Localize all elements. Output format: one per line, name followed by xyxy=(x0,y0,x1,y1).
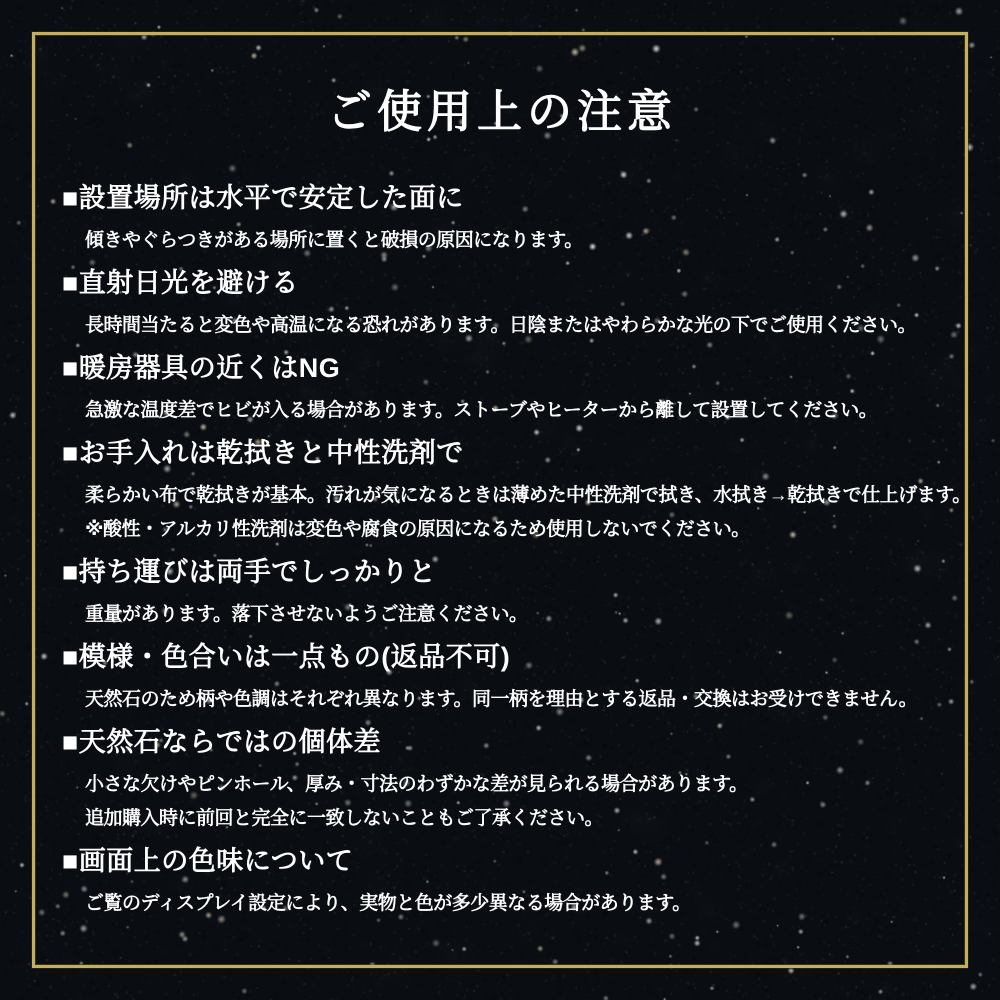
section-body-line: 急激な温度差でヒビが入る場合があります。ストーブやヒーターから離して設置してください。 xyxy=(85,400,878,421)
section-individual-differences xyxy=(62,725,942,836)
section-heading: ■設置場所は水平で安定した面に xyxy=(62,183,464,213)
section-body-line: 傾きやぐらつきがある場所に置くと破損の原因になります。 xyxy=(85,230,583,251)
section-cleaning xyxy=(62,436,971,547)
page-title: ご使用上の注意 xyxy=(326,86,677,137)
section-body-line: 柔らかい布で乾拭きが基本。汚れが気になるときは薄めた中性洗剤で拭き、水拭き→乾拭きで仕上げます。 xyxy=(85,485,971,506)
section-body-line: ※酸性・アルカリ性洗剤は変色や腐食の原因になるため使用しないでください。 xyxy=(85,519,750,540)
section-heading: ■天然石ならではの個体差 xyxy=(62,727,382,757)
section-body-line: 追加購入時に前回と完全に一致しないこともご了承ください。 xyxy=(85,808,604,829)
section-body-line: 重量があります。落下させないようご注意ください。 xyxy=(85,604,528,625)
section-display-color xyxy=(62,844,942,921)
section-body-line: 長時間当たると変色や高温になる恐れがあります。日陰またはやわらかな光の下でご使用ください。 xyxy=(85,315,916,336)
section-heating-appliances xyxy=(62,351,942,428)
section-body-line: 天然石のため柄や色調はそれぞれ異なります。同一柄を理由とする返品・交換はお受けできません。 xyxy=(85,689,918,710)
section-body-line: 小さな欠けやピンホール、厚み・寸法のわずかな差が見られる場合があります。 xyxy=(85,774,748,795)
section-heading: ■画面上の色味について xyxy=(62,846,354,876)
section-one-of-a-kind xyxy=(62,640,942,717)
section-body-line: ご覧のディスプレイ設定により、実物と色が多少異なる場合があります。 xyxy=(85,893,691,914)
section-heading: ■暖房器具の近くはNG xyxy=(62,353,341,383)
section-placement xyxy=(62,181,942,258)
section-heading: ■お手入れは乾拭きと中性洗剤で xyxy=(62,438,464,468)
section-heading: ■持ち運びは両手でしっかりと xyxy=(62,557,437,587)
section-heading: ■直射日光を避ける xyxy=(62,268,299,298)
section-carrying xyxy=(62,555,942,632)
section-heading: ■模様・色合いは一点もの(返品不可) xyxy=(62,642,511,672)
section-sunlight xyxy=(62,266,942,343)
